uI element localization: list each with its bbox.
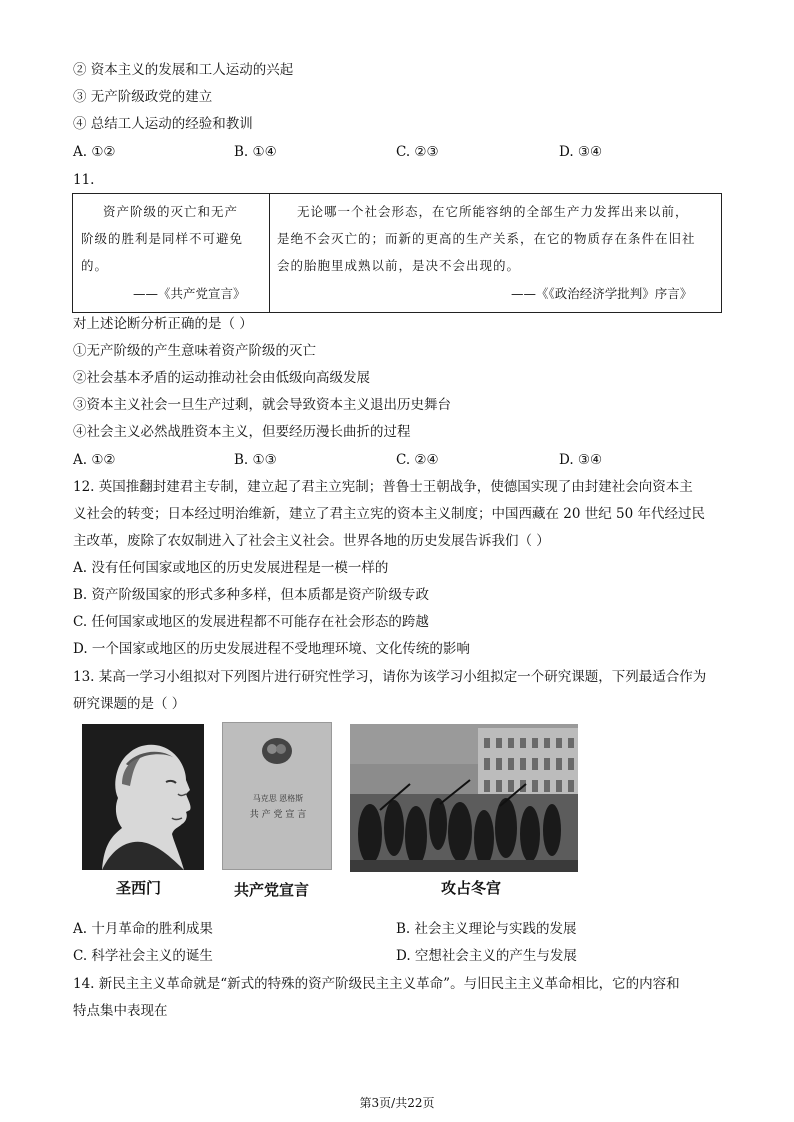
saint-simon-portrait-image [82, 724, 204, 870]
q11-right-source: ——《《政治经济学批判》序言》 [511, 286, 693, 301]
q11-option-d: D. ③④ [559, 452, 603, 468]
q13-stem-line1: 13. 某高一学习小组拟对下列图片进行研究性学习，请你为该学习小组拟定一个研究课题，下列最适合作为 [73, 669, 707, 685]
q11-stem: 对上述论断分析正确的是（ ） [73, 316, 253, 332]
q10-option-b: B. ①④ [234, 144, 277, 160]
q11-left-source: ——《共产党宣言》 [133, 286, 246, 301]
q11-left-quote-line3: 的。 [81, 258, 109, 273]
q13-option-d: D. 空想社会主义的产生与发展 [396, 948, 577, 964]
q12-stem-line2: 义社会的转变；日本经过明治维新，建立了君主立宪的资本主义制度；中国西藏在 20 世纪 50 年代经过民 [73, 506, 706, 522]
q12-stem-line1: 12. 英国推翻封建君主专制，建立起了君主立宪制；普鲁士王朝战争，使德国实现了由封建社会向资本主 [73, 479, 693, 495]
q12-option-d: D. 一个国家或地区的历史发展进程不受地理环境、文化传统的影响 [73, 641, 470, 657]
q11-left-quote-line2: 阶级的胜利是同样不可避免 [81, 231, 244, 246]
q11-right-quote-line3: 会的胎胞里成熟以前，是决不会出现的。 [277, 258, 521, 273]
book-authors: 马克思 恩格斯 [252, 794, 304, 803]
marx-engels-emblem-icon [261, 737, 293, 765]
caption-storming-winter-palace: 攻占冬宫 [441, 879, 502, 897]
page-footer: 第3页/共22页 [359, 1096, 435, 1110]
q11-item-3: ③资本主义社会一旦生产过剩，就会导致资本主义退出历史舞台 [73, 397, 451, 413]
q12-stem-line3: 主改革，废除了农奴制进入了社会主义社会。世界各地的历史发展告诉我们（ ） [73, 533, 550, 549]
book-title: 共 产 党 宣 言 [249, 810, 307, 820]
q13-option-a: A. 十月革命的胜利成果 [73, 921, 213, 937]
q12-option-c: C. 任何国家或地区的发展进程都不可能存在社会形态的跨越 [73, 614, 429, 630]
q10-item-2: ② 资本主义的发展和工人运动的兴起 [73, 62, 294, 78]
q13-option-c: C. 科学社会主义的诞生 [73, 948, 213, 964]
q11-item-2: ②社会基本矛盾的运动推动社会由低级向高级发展 [73, 370, 370, 386]
q14-stem-line2: 特点集中表现在 [73, 1003, 168, 1019]
q11-number: 11. [73, 172, 95, 188]
communist-manifesto-cover-image [222, 722, 332, 870]
q12-option-b: B. 资产阶级国家的形式多种多样，但本质都是资产阶级专政 [73, 587, 430, 603]
q11-option-a: A. ①② [73, 452, 116, 468]
q11-item-4: ④社会主义必然战胜资本主义，但要经历漫长曲折的过程 [73, 424, 411, 440]
q11-right-quote-line1: 无论哪一个社会形态，在它所能容纳的全部生产力发挥出来以前， [297, 204, 689, 219]
q14-stem-line1: 14. 新民主主义革命就是“新式的特殊的资产阶级民主主义革命”。与旧民主主义革命相比，它的内容和 [73, 976, 680, 992]
caption-saint-simon: 圣西门 [116, 879, 162, 897]
q11-item-1: ①无产阶级的产生意味着资产阶级的灭亡 [73, 343, 316, 359]
q11-option-c: C. ②④ [396, 452, 439, 468]
q10-option-d: D. ③④ [559, 144, 603, 160]
q11-quote-table [72, 193, 722, 313]
q11-right-quote-line2: 是绝不会灭亡的；而新的更高的生产关系，在它的物质存在条件在旧社 [277, 231, 696, 246]
q11-table-divider [269, 194, 270, 312]
q12-option-a: A. 没有任何国家或地区的历史发展进程是一模一样的 [73, 560, 389, 576]
q13-stem-line2: 研究课题的是（ ） [73, 696, 186, 712]
q10-item-3: ③ 无产阶级政党的建立 [73, 89, 213, 105]
storming-winter-palace-image [350, 724, 578, 872]
caption-communist-manifesto: 共产党宣言 [234, 881, 310, 899]
q11-option-b: B. ①③ [234, 452, 277, 468]
q10-option-a: A. ①② [73, 144, 116, 160]
q10-option-c: C. ②③ [396, 144, 439, 160]
q11-left-quote-line1: 资产阶级的灭亡和无产 [103, 204, 239, 219]
q13-option-b: B. 社会主义理论与实践的发展 [396, 921, 577, 937]
q10-item-4: ④ 总结工人运动的经验和教训 [73, 116, 253, 132]
